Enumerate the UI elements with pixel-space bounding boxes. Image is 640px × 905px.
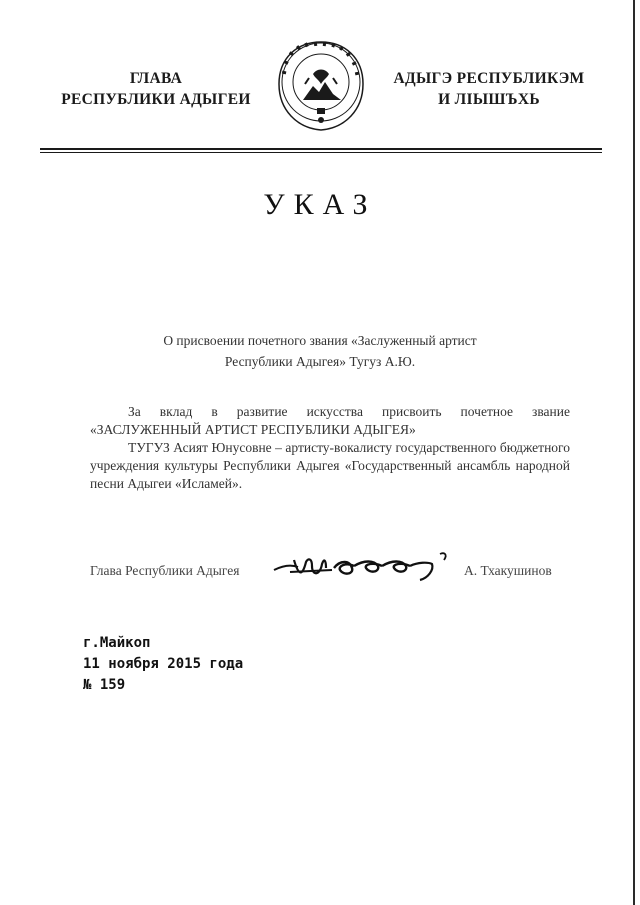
issue-city: г.Майкоп: [83, 635, 151, 651]
header-right-line2: И ЛІЫШЪХЬ: [438, 91, 540, 108]
coat-of-arms-adygea-icon: [275, 38, 367, 134]
header-left-line1: ГЛАВА: [129, 70, 183, 87]
decree-number: № 159: [83, 677, 126, 693]
document-footer: [83, 633, 243, 696]
signatory-name: А. Тхакушинов: [464, 563, 552, 578]
subject-line1: О присвоении почетного звания «Заслуженный артист: [163, 333, 477, 348]
document-body: [90, 403, 570, 493]
scan-edge-line: [633, 0, 635, 905]
document-subject: [90, 330, 550, 372]
subject-line2: Республики Адыгея» Тугуз А.Ю.: [224, 354, 416, 369]
header-divider-thin: [40, 152, 602, 153]
body-paragraph-2: ТУГУЗ Асият Юнусовне – артисту-вокалисту государственного бюджетного учреждения культуры Республики Адыгея «Государственный ансамбль народной песни Адыгеи «Исламей».: [90, 440, 570, 491]
header-right-line1: АДЫГЭ РЕСПУБЛИКЭМ: [393, 70, 585, 87]
handwritten-signature: [268, 548, 458, 584]
signatory-role: Глава Республики Адыгея: [90, 563, 240, 578]
header-left-line2: РЕСПУБЛИКИ АДЫГЕИ: [61, 91, 251, 108]
header-left: [40, 68, 272, 110]
body-paragraph-1: За вклад в развитие искусства присвоить почетное звание «ЗАСЛУЖЕННЫЙ АРТИСТ РЕСПУБЛИКИ АДЫГЕЯ»: [90, 404, 570, 437]
header-divider-thick: [40, 148, 602, 150]
issue-date: 11 ноября 2015 года: [83, 656, 244, 672]
header-right: [384, 68, 594, 110]
document-title: УКАЗ: [263, 188, 377, 221]
